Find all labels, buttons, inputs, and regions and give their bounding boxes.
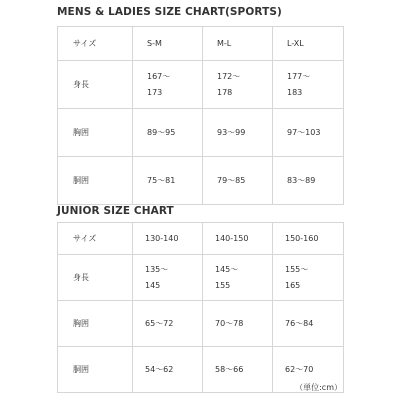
cell-line: 173 xyxy=(147,87,163,97)
table-cell xyxy=(203,255,273,301)
size-header-label: サイズ xyxy=(58,223,133,255)
size-header-cell: L-XL xyxy=(273,27,344,61)
cell-line: 183 xyxy=(287,87,303,97)
size-header-cell: 130-140 xyxy=(133,223,203,255)
table-cell: 70〜78 xyxy=(203,301,273,347)
table-cell xyxy=(273,61,344,109)
cell-line: 165 xyxy=(285,280,301,290)
table-cell: 54〜62 xyxy=(133,347,203,393)
table-cell: 93〜99 xyxy=(203,109,273,157)
mens-ladies-chart-title: MENS & LADIES SIZE CHART(SPORTS) xyxy=(57,6,282,18)
unit-note: （単位:cm） xyxy=(295,383,342,392)
cell-line: 135〜 xyxy=(145,264,169,274)
junior-chart-title: JUNIOR SIZE CHART xyxy=(57,205,174,217)
junior-size-table xyxy=(57,222,344,393)
cell-line: 145 xyxy=(145,280,161,290)
size-header-label: サイズ xyxy=(58,27,133,61)
cell-line: 155〜 xyxy=(285,264,309,274)
cell-line: 145〜 xyxy=(215,264,239,274)
row-label-waist: 胴囲 xyxy=(58,347,133,393)
table-header-row xyxy=(58,223,344,255)
cell-line: 172〜 xyxy=(217,71,241,81)
cell-line: 155 xyxy=(215,280,231,290)
row-label-chest: 胸囲 xyxy=(58,109,133,157)
table-cell xyxy=(273,255,344,301)
row-label-height: 身長 xyxy=(58,255,133,301)
cell-line: 177〜 xyxy=(287,71,311,81)
table-cell: 89〜95 xyxy=(133,109,203,157)
table-cell xyxy=(203,61,273,109)
size-header-cell: 150-160 xyxy=(273,223,344,255)
table-row xyxy=(58,61,344,109)
size-header-cell: M-L xyxy=(203,27,273,61)
row-label-height: 身長 xyxy=(58,61,133,109)
size-header-cell: S-M xyxy=(133,27,203,61)
table-cell: 76〜84 xyxy=(273,301,344,347)
table-header-row xyxy=(58,27,344,61)
table-row xyxy=(58,301,344,347)
cell-line: 178 xyxy=(217,87,233,97)
size-header-cell: 140-150 xyxy=(203,223,273,255)
table-cell: 75〜81 xyxy=(133,157,203,205)
cell-line: 167〜 xyxy=(147,71,171,81)
table-cell: 97〜103 xyxy=(273,109,344,157)
table-cell: 65〜72 xyxy=(133,301,203,347)
table-row xyxy=(58,109,344,157)
table-cell: 83〜89 xyxy=(273,157,344,205)
row-label-waist: 胴囲 xyxy=(58,157,133,205)
table-cell: 79〜85 xyxy=(203,157,273,205)
table-cell xyxy=(133,61,203,109)
table-cell: 62〜70 xyxy=(273,347,344,393)
table-cell xyxy=(133,255,203,301)
mens-ladies-size-table xyxy=(57,26,344,205)
table-row xyxy=(58,255,344,301)
row-label-chest: 胸囲 xyxy=(58,301,133,347)
table-cell: 58〜66 xyxy=(203,347,273,393)
table-row xyxy=(58,157,344,205)
